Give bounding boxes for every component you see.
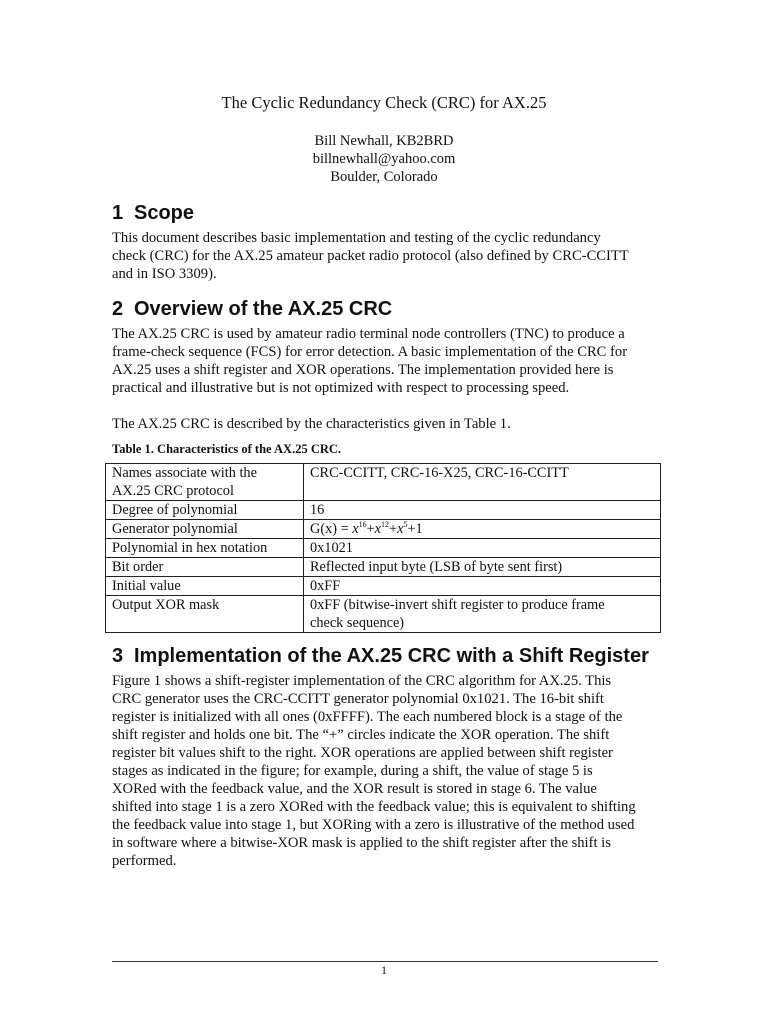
poly-plus: + xyxy=(366,521,375,537)
cell-line: Output XOR mask xyxy=(112,597,220,613)
table-cell-value xyxy=(304,520,661,539)
generator-polynomial xyxy=(310,520,654,538)
poly-var: x xyxy=(352,521,359,537)
section-title: Implementation of the AX.25 CRC with a Shift Register xyxy=(134,645,649,667)
cell-line: Initial value xyxy=(112,578,181,594)
document-title: The Cyclic Redundancy Check (CRC) for AX.25 xyxy=(221,93,547,112)
cell-line: 0xFF (bitwise-invert shift register to produce frame xyxy=(310,597,605,613)
cell-line: Generator polynomial xyxy=(112,521,238,537)
table-cell-label xyxy=(106,520,304,539)
table-cell-value xyxy=(304,596,661,633)
table-cell-label xyxy=(106,558,304,577)
paragraph-line: The AX.25 CRC is used by amateur radio terminal node controllers (TNC) to produce a xyxy=(112,326,625,342)
cell-line: Names associate with the xyxy=(112,465,257,481)
paragraph-line: AX.25 uses a shift register and XOR operations. The implementation provided here is xyxy=(112,362,614,378)
cell-line: Polynomial in hex notation xyxy=(112,540,268,556)
poly-exponent: 16 xyxy=(358,520,367,529)
table-cell-value xyxy=(304,577,661,596)
poly-exponent: 5 xyxy=(403,520,408,529)
paragraph-line: in software where a bitwise-XOR mask is applied to the shift register after the shift is xyxy=(112,835,611,851)
poly-var: x xyxy=(397,521,404,537)
author-block xyxy=(0,132,768,186)
poly-exponent: 12 xyxy=(381,520,390,529)
paragraph-line: Figure 1 shows a shift-register implementation of the CRC algorithm for AX.25. This xyxy=(112,673,612,689)
paragraph-line: XORed with the feedback value, and the XOR result is stored in stage 6. The value xyxy=(112,781,597,797)
poly-constant: +1 xyxy=(407,521,423,537)
table-cell-label xyxy=(106,464,304,501)
table-row xyxy=(106,520,661,539)
paragraph-line: This document describes basic implementation and testing of the cyclic redundancy xyxy=(112,230,601,246)
paragraph-line: The AX.25 CRC is described by the characteristics given in Table 1. xyxy=(112,416,511,432)
overview-paragraph xyxy=(112,325,660,397)
overview-paragraph-2 xyxy=(112,415,660,433)
table-row xyxy=(106,596,661,633)
table-row xyxy=(106,577,661,596)
paragraph-line: practical and illustrative but is not optimized with respect to processing speed. xyxy=(112,380,570,396)
poly-plus: + xyxy=(389,521,398,537)
table-cell-value xyxy=(304,558,661,577)
table-cell-label xyxy=(106,596,304,633)
table-row xyxy=(106,558,661,577)
implementation-paragraph xyxy=(112,672,660,870)
paragraph-line: shift register and holds one bit. The “+” circles indicate the XOR operation. The shift xyxy=(112,727,610,743)
characteristics-table xyxy=(105,463,661,633)
cell-line: 16 xyxy=(310,502,325,518)
cell-line: AX.25 CRC protocol xyxy=(112,483,234,499)
cell-line: 0xFF xyxy=(310,578,341,594)
table-row xyxy=(106,464,661,501)
table-row xyxy=(106,501,661,520)
cell-line: Degree of polynomial xyxy=(112,502,238,518)
section-title: Overview of the AX.25 CRC xyxy=(134,298,393,320)
cell-line: 0x1021 xyxy=(310,540,353,556)
paragraph-line: CRC generator uses the CRC-CCITT generator polynomial 0x1021. The 16-bit shift xyxy=(112,691,604,707)
table-row xyxy=(106,539,661,558)
page-number: 1 xyxy=(381,963,387,977)
table-cell-value xyxy=(304,501,661,520)
section-heading-implementation xyxy=(112,644,649,668)
section-heading-overview xyxy=(112,297,392,321)
section-number: 2 xyxy=(112,298,124,320)
cell-line: Reflected input byte (LSB of byte sent first) xyxy=(310,559,563,575)
cell-line: CRC-CCITT, CRC-16-X25, CRC-16-CCITT xyxy=(310,465,569,481)
paragraph-line: shifted into stage 1 is a zero XORed with the feedback value; this is equivalent to shifting xyxy=(112,799,636,815)
table-cell-value xyxy=(304,539,661,558)
author-name: Bill Newhall, KB2BRD xyxy=(314,133,454,149)
cell-line: Bit order xyxy=(112,559,164,575)
section-title: Scope xyxy=(134,202,195,224)
section-number: 3 xyxy=(112,645,124,667)
author-location: Boulder, Colorado xyxy=(330,169,438,185)
table-cell-label xyxy=(106,539,304,558)
table-cell-value xyxy=(304,464,661,501)
author-email: billnewhall@yahoo.com xyxy=(312,151,456,167)
paragraph-line: stages as indicated in the figure; for example, during a shift, the value of stage 5 is xyxy=(112,763,593,779)
paragraph-line: check (CRC) for the AX.25 amateur packet radio protocol (also defined by CRC-CCITT xyxy=(112,248,629,264)
scope-paragraph xyxy=(112,229,660,283)
paragraph-line: and in ISO 3309). xyxy=(112,266,217,282)
poly-prefix: G(x) = xyxy=(310,521,353,537)
paragraph-line: the feedback value into stage 1, but XORing with a zero is illustrative of the method used xyxy=(112,817,635,833)
paragraph-line: register is initialized with all ones (0xFFFF). The each numbered block is a stage of the xyxy=(112,709,623,725)
table-cell-label xyxy=(106,501,304,520)
poly-var: x xyxy=(374,521,382,537)
section-heading-scope xyxy=(112,201,194,225)
paragraph-line: frame-check sequence (FCS) for error detection. A basic implementation of the CRC for xyxy=(112,344,628,360)
table-caption: Table 1. Characteristics of the AX.25 CRC. xyxy=(112,442,342,456)
footer-divider xyxy=(112,961,658,962)
cell-line: check sequence) xyxy=(310,615,405,631)
paragraph-line: performed. xyxy=(112,853,177,869)
section-number: 1 xyxy=(112,202,124,224)
table-cell-label xyxy=(106,577,304,596)
paragraph-line: register bit values shift to the right. XOR operations are applied between shift register xyxy=(112,745,613,761)
